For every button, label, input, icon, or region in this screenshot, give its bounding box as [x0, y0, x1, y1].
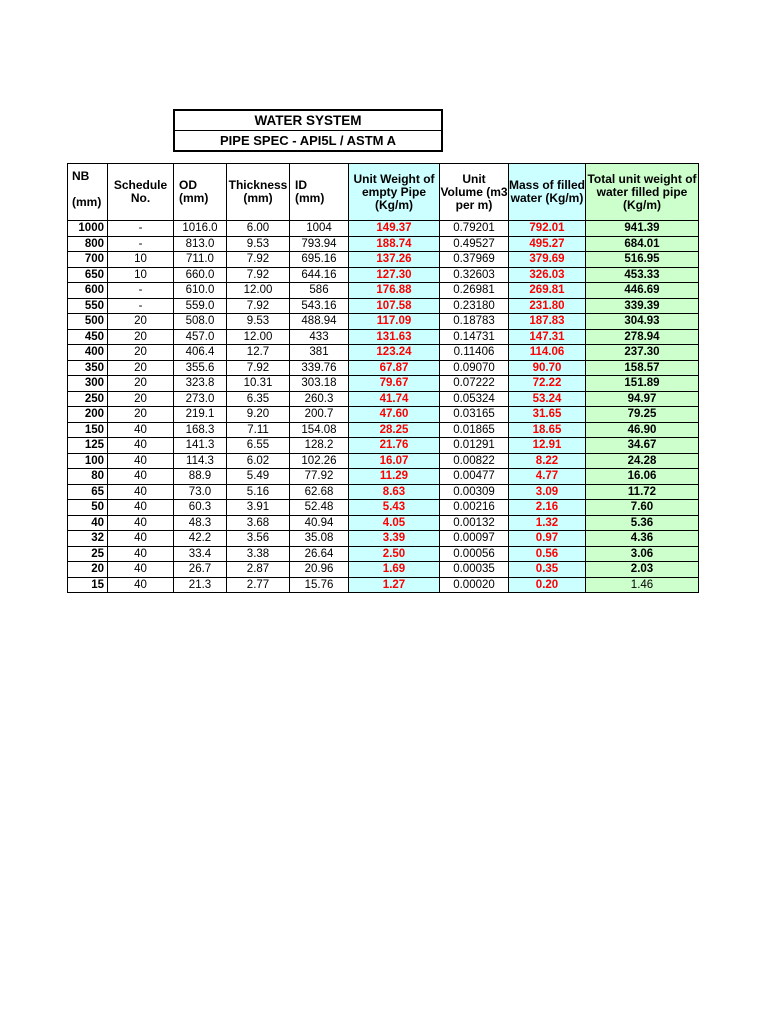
cell-unit-volume: 0.00056 [440, 546, 509, 562]
cell-unit-volume: 0.00097 [440, 531, 509, 547]
cell-od: 610.0 [174, 283, 227, 299]
cell-mass-water: 18.65 [509, 422, 586, 438]
cell-unit-volume: 0.00132 [440, 515, 509, 531]
sheet-subtitle: PIPE SPEC - API5L / ASTM A [175, 130, 441, 150]
table-row [68, 515, 699, 531]
table-row [68, 391, 699, 407]
cell-thickness: 7.92 [227, 360, 290, 376]
cell-total-weight: 11.72 [586, 484, 699, 500]
cell-mass-water: 4.77 [509, 469, 586, 485]
cell-unit-volume: 0.00020 [440, 577, 509, 593]
cell-schedule: 20 [108, 376, 174, 392]
cell-unit-volume: 0.07222 [440, 376, 509, 392]
cell-od: 26.7 [174, 562, 227, 578]
cell-schedule: 40 [108, 500, 174, 516]
cell-nb: 400 [68, 345, 108, 361]
cell-mass-water: 8.22 [509, 453, 586, 469]
cell-id: 1004 [290, 221, 349, 237]
cell-unit-weight: 16.07 [349, 453, 440, 469]
table-row [68, 546, 699, 562]
cell-thickness: 7.92 [227, 267, 290, 283]
sheet-title: WATER SYSTEM [254, 113, 362, 128]
cell-unit-weight: 41.74 [349, 391, 440, 407]
cell-mass-water: 12.91 [509, 438, 586, 454]
cell-thickness: 6.02 [227, 453, 290, 469]
cell-thickness: 7.11 [227, 422, 290, 438]
cell-total-weight: 339.39 [586, 298, 699, 314]
cell-thickness: 9.20 [227, 407, 290, 423]
cell-id: 77.92 [290, 469, 349, 485]
cell-unit-weight: 127.30 [349, 267, 440, 283]
cell-total-weight: 5.36 [586, 515, 699, 531]
cell-id: 102.26 [290, 453, 349, 469]
cell-thickness: 9.53 [227, 314, 290, 330]
header-thickness [227, 164, 290, 221]
cell-nb: 550 [68, 298, 108, 314]
cell-unit-weight: 2.50 [349, 546, 440, 562]
header-thickness-unit: (mm) [243, 191, 273, 205]
table-row [68, 298, 699, 314]
header-od-label: OD [179, 178, 197, 192]
cell-mass-water: 0.35 [509, 562, 586, 578]
cell-mass-water: 3.09 [509, 484, 586, 500]
cell-mass-water: 0.20 [509, 577, 586, 593]
cell-thickness: 3.68 [227, 515, 290, 531]
cell-total-weight: 7.60 [586, 500, 699, 516]
header-nb [68, 164, 108, 221]
cell-unit-weight: 123.24 [349, 345, 440, 361]
cell-id: 52.48 [290, 500, 349, 516]
cell-id: 15.76 [290, 577, 349, 593]
cell-od: 73.0 [174, 484, 227, 500]
cell-unit-weight: 188.74 [349, 236, 440, 252]
cell-unit-volume: 0.01291 [440, 438, 509, 454]
cell-unit-weight: 3.39 [349, 531, 440, 547]
cell-mass-water: 53.24 [509, 391, 586, 407]
cell-mass-water: 792.01 [509, 221, 586, 237]
table-row [68, 345, 699, 361]
cell-total-weight: 94.97 [586, 391, 699, 407]
cell-id: 586 [290, 283, 349, 299]
cell-thickness: 5.49 [227, 469, 290, 485]
cell-schedule: 40 [108, 484, 174, 500]
table-row [68, 500, 699, 516]
cell-unit-volume: 0.79201 [440, 221, 509, 237]
cell-mass-water: 326.03 [509, 267, 586, 283]
header-mass-water: Mass of filled water (Kg/m) [509, 164, 586, 221]
cell-nb: 800 [68, 236, 108, 252]
cell-od: 88.9 [174, 469, 227, 485]
cell-unit-volume: 0.11406 [440, 345, 509, 361]
cell-unit-volume: 0.26981 [440, 283, 509, 299]
cell-unit-weight: 1.69 [349, 562, 440, 578]
cell-unit-weight: 107.58 [349, 298, 440, 314]
header-id [290, 164, 349, 221]
cell-mass-water: 495.27 [509, 236, 586, 252]
cell-od: 21.3 [174, 577, 227, 593]
table-row [68, 221, 699, 237]
cell-unit-weight: 176.88 [349, 283, 440, 299]
cell-schedule: 20 [108, 391, 174, 407]
cell-od: 33.4 [174, 546, 227, 562]
cell-mass-water: 187.83 [509, 314, 586, 330]
table-row [68, 283, 699, 299]
cell-od: 406.4 [174, 345, 227, 361]
cell-unit-volume: 0.03165 [440, 407, 509, 423]
header-schedule: Schedule No. [108, 164, 174, 221]
header-nb-unit: (mm) [72, 195, 102, 209]
cell-unit-volume: 0.23180 [440, 298, 509, 314]
cell-schedule: - [108, 221, 174, 237]
cell-unit-volume: 0.14731 [440, 329, 509, 345]
cell-mass-water: 2.16 [509, 500, 586, 516]
cell-thickness: 3.38 [227, 546, 290, 562]
header-nb-label: NB [72, 169, 90, 183]
cell-id: 695.16 [290, 252, 349, 268]
table-row [68, 252, 699, 268]
cell-id: 62.68 [290, 484, 349, 500]
header-od [174, 164, 227, 221]
table-row [68, 531, 699, 547]
cell-thickness: 12.7 [227, 345, 290, 361]
cell-nb: 200 [68, 407, 108, 423]
cell-nb: 25 [68, 546, 108, 562]
header-id-label: ID [295, 178, 307, 192]
cell-unit-volume: 0.01865 [440, 422, 509, 438]
cell-nb: 32 [68, 531, 108, 547]
cell-nb: 20 [68, 562, 108, 578]
table-row [68, 422, 699, 438]
cell-unit-weight: 28.25 [349, 422, 440, 438]
cell-schedule: 20 [108, 407, 174, 423]
cell-total-weight: 158.57 [586, 360, 699, 376]
cell-thickness: 6.35 [227, 391, 290, 407]
table-row [68, 469, 699, 485]
cell-unit-volume: 0.37969 [440, 252, 509, 268]
cell-id: 793.94 [290, 236, 349, 252]
cell-nb: 300 [68, 376, 108, 392]
cell-mass-water: 90.70 [509, 360, 586, 376]
cell-nb: 450 [68, 329, 108, 345]
cell-thickness: 9.53 [227, 236, 290, 252]
cell-id: 303.18 [290, 376, 349, 392]
cell-total-weight: 278.94 [586, 329, 699, 345]
cell-total-weight: 3.06 [586, 546, 699, 562]
cell-mass-water: 0.97 [509, 531, 586, 547]
cell-id: 433 [290, 329, 349, 345]
cell-schedule: 40 [108, 577, 174, 593]
title-box [173, 109, 443, 152]
cell-nb: 15 [68, 577, 108, 593]
cell-schedule: 20 [108, 360, 174, 376]
cell-unit-weight: 4.05 [349, 515, 440, 531]
cell-unit-volume: 0.32603 [440, 267, 509, 283]
cell-total-weight: 516.95 [586, 252, 699, 268]
cell-mass-water: 147.31 [509, 329, 586, 345]
cell-nb: 80 [68, 469, 108, 485]
table-row [68, 314, 699, 330]
cell-id: 260.3 [290, 391, 349, 407]
cell-unit-volume: 0.00822 [440, 453, 509, 469]
cell-mass-water: 114.06 [509, 345, 586, 361]
cell-unit-weight: 67.87 [349, 360, 440, 376]
cell-schedule: 40 [108, 453, 174, 469]
cell-id: 35.08 [290, 531, 349, 547]
cell-od: 457.0 [174, 329, 227, 345]
cell-nb: 65 [68, 484, 108, 500]
header-unit-volume: Unit Volume (m3 per m) [440, 164, 509, 221]
cell-schedule: 20 [108, 329, 174, 345]
cell-thickness: 6.55 [227, 438, 290, 454]
cell-unit-weight: 137.26 [349, 252, 440, 268]
header-unit-weight: Unit Weight of empty Pipe (Kg/m) [349, 164, 440, 221]
cell-mass-water: 231.80 [509, 298, 586, 314]
cell-id: 20.96 [290, 562, 349, 578]
cell-unit-weight: 131.63 [349, 329, 440, 345]
table-row [68, 267, 699, 283]
cell-unit-volume: 0.49527 [440, 236, 509, 252]
cell-total-weight: 16.06 [586, 469, 699, 485]
cell-schedule: - [108, 236, 174, 252]
cell-od: 355.6 [174, 360, 227, 376]
cell-schedule: 40 [108, 438, 174, 454]
cell-total-weight: 46.90 [586, 422, 699, 438]
cell-unit-weight: 11.29 [349, 469, 440, 485]
cell-thickness: 12.00 [227, 283, 290, 299]
cell-thickness: 6.00 [227, 221, 290, 237]
cell-total-weight: 151.89 [586, 376, 699, 392]
cell-total-weight: 2.03 [586, 562, 699, 578]
table-row [68, 376, 699, 392]
cell-thickness: 5.16 [227, 484, 290, 500]
cell-thickness: 3.56 [227, 531, 290, 547]
cell-nb: 350 [68, 360, 108, 376]
cell-od: 219.1 [174, 407, 227, 423]
cell-unit-weight: 117.09 [349, 314, 440, 330]
cell-unit-weight: 1.27 [349, 577, 440, 593]
cell-id: 200.7 [290, 407, 349, 423]
table-row [68, 329, 699, 345]
cell-unit-weight: 8.63 [349, 484, 440, 500]
cell-thickness: 7.92 [227, 252, 290, 268]
cell-total-weight: 1.46 [586, 577, 699, 593]
cell-id: 26.64 [290, 546, 349, 562]
cell-od: 323.8 [174, 376, 227, 392]
cell-unit-volume: 0.00477 [440, 469, 509, 485]
cell-schedule: 40 [108, 515, 174, 531]
cell-od: 1016.0 [174, 221, 227, 237]
cell-unit-weight: 149.37 [349, 221, 440, 237]
cell-thickness: 10.31 [227, 376, 290, 392]
table-row [68, 236, 699, 252]
cell-nb: 125 [68, 438, 108, 454]
table-row [68, 484, 699, 500]
cell-od: 559.0 [174, 298, 227, 314]
cell-thickness: 2.87 [227, 562, 290, 578]
cell-mass-water: 31.65 [509, 407, 586, 423]
cell-total-weight: 34.67 [586, 438, 699, 454]
cell-unit-volume: 0.00309 [440, 484, 509, 500]
cell-unit-volume: 0.09070 [440, 360, 509, 376]
table-row [68, 562, 699, 578]
cell-id: 339.76 [290, 360, 349, 376]
cell-mass-water: 269.81 [509, 283, 586, 299]
cell-od: 711.0 [174, 252, 227, 268]
cell-unit-weight: 5.43 [349, 500, 440, 516]
cell-unit-volume: 0.00035 [440, 562, 509, 578]
header-od-unit: (mm) [179, 191, 209, 205]
cell-od: 141.3 [174, 438, 227, 454]
cell-unit-weight: 79.67 [349, 376, 440, 392]
cell-mass-water: 1.32 [509, 515, 586, 531]
cell-schedule: 20 [108, 345, 174, 361]
cell-schedule: - [108, 283, 174, 299]
cell-id: 488.94 [290, 314, 349, 330]
cell-thickness: 2.77 [227, 577, 290, 593]
cell-thickness: 12.00 [227, 329, 290, 345]
cell-id: 381 [290, 345, 349, 361]
cell-unit-volume: 0.18783 [440, 314, 509, 330]
cell-total-weight: 24.28 [586, 453, 699, 469]
cell-total-weight: 79.25 [586, 407, 699, 423]
cell-od: 60.3 [174, 500, 227, 516]
cell-thickness: 7.92 [227, 298, 290, 314]
cell-mass-water: 72.22 [509, 376, 586, 392]
cell-unit-weight: 47.60 [349, 407, 440, 423]
cell-total-weight: 453.33 [586, 267, 699, 283]
cell-total-weight: 941.39 [586, 221, 699, 237]
cell-nb: 600 [68, 283, 108, 299]
cell-id: 40.94 [290, 515, 349, 531]
cell-unit-weight: 21.76 [349, 438, 440, 454]
cell-id: 543.16 [290, 298, 349, 314]
table-body [68, 221, 699, 593]
cell-nb: 700 [68, 252, 108, 268]
cell-unit-volume: 0.05324 [440, 391, 509, 407]
header-total-weight: Total unit weight of water filled pipe (Kg/m) [586, 164, 699, 221]
cell-schedule: - [108, 298, 174, 314]
cell-od: 42.2 [174, 531, 227, 547]
cell-nb: 50 [68, 500, 108, 516]
cell-total-weight: 4.36 [586, 531, 699, 547]
cell-total-weight: 237.30 [586, 345, 699, 361]
table-row [68, 577, 699, 593]
cell-schedule: 10 [108, 267, 174, 283]
cell-unit-volume: 0.00216 [440, 500, 509, 516]
table-row [68, 438, 699, 454]
cell-nb: 1000 [68, 221, 108, 237]
table-row [68, 453, 699, 469]
header-id-unit: (mm) [295, 191, 325, 205]
pipe-spec-table [67, 163, 699, 593]
cell-id: 154.08 [290, 422, 349, 438]
cell-mass-water: 379.69 [509, 252, 586, 268]
cell-schedule: 40 [108, 546, 174, 562]
cell-od: 48.3 [174, 515, 227, 531]
cell-od: 660.0 [174, 267, 227, 283]
table-row [68, 360, 699, 376]
cell-schedule: 40 [108, 469, 174, 485]
cell-mass-water: 0.56 [509, 546, 586, 562]
cell-od: 273.0 [174, 391, 227, 407]
cell-total-weight: 446.69 [586, 283, 699, 299]
table-row [68, 407, 699, 423]
cell-nb: 100 [68, 453, 108, 469]
header-thickness-label: Thickness [228, 178, 288, 192]
cell-schedule: 10 [108, 252, 174, 268]
cell-nb: 500 [68, 314, 108, 330]
cell-schedule: 20 [108, 314, 174, 330]
cell-od: 114.3 [174, 453, 227, 469]
cell-od: 168.3 [174, 422, 227, 438]
cell-nb: 150 [68, 422, 108, 438]
cell-total-weight: 684.01 [586, 236, 699, 252]
cell-total-weight: 304.93 [586, 314, 699, 330]
cell-schedule: 40 [108, 422, 174, 438]
cell-id: 644.16 [290, 267, 349, 283]
cell-nb: 40 [68, 515, 108, 531]
cell-schedule: 40 [108, 562, 174, 578]
cell-nb: 650 [68, 267, 108, 283]
cell-id: 128.2 [290, 438, 349, 454]
table-header [68, 164, 699, 221]
cell-od: 813.0 [174, 236, 227, 252]
cell-nb: 250 [68, 391, 108, 407]
cell-thickness: 3.91 [227, 500, 290, 516]
cell-od: 508.0 [174, 314, 227, 330]
cell-schedule: 40 [108, 531, 174, 547]
